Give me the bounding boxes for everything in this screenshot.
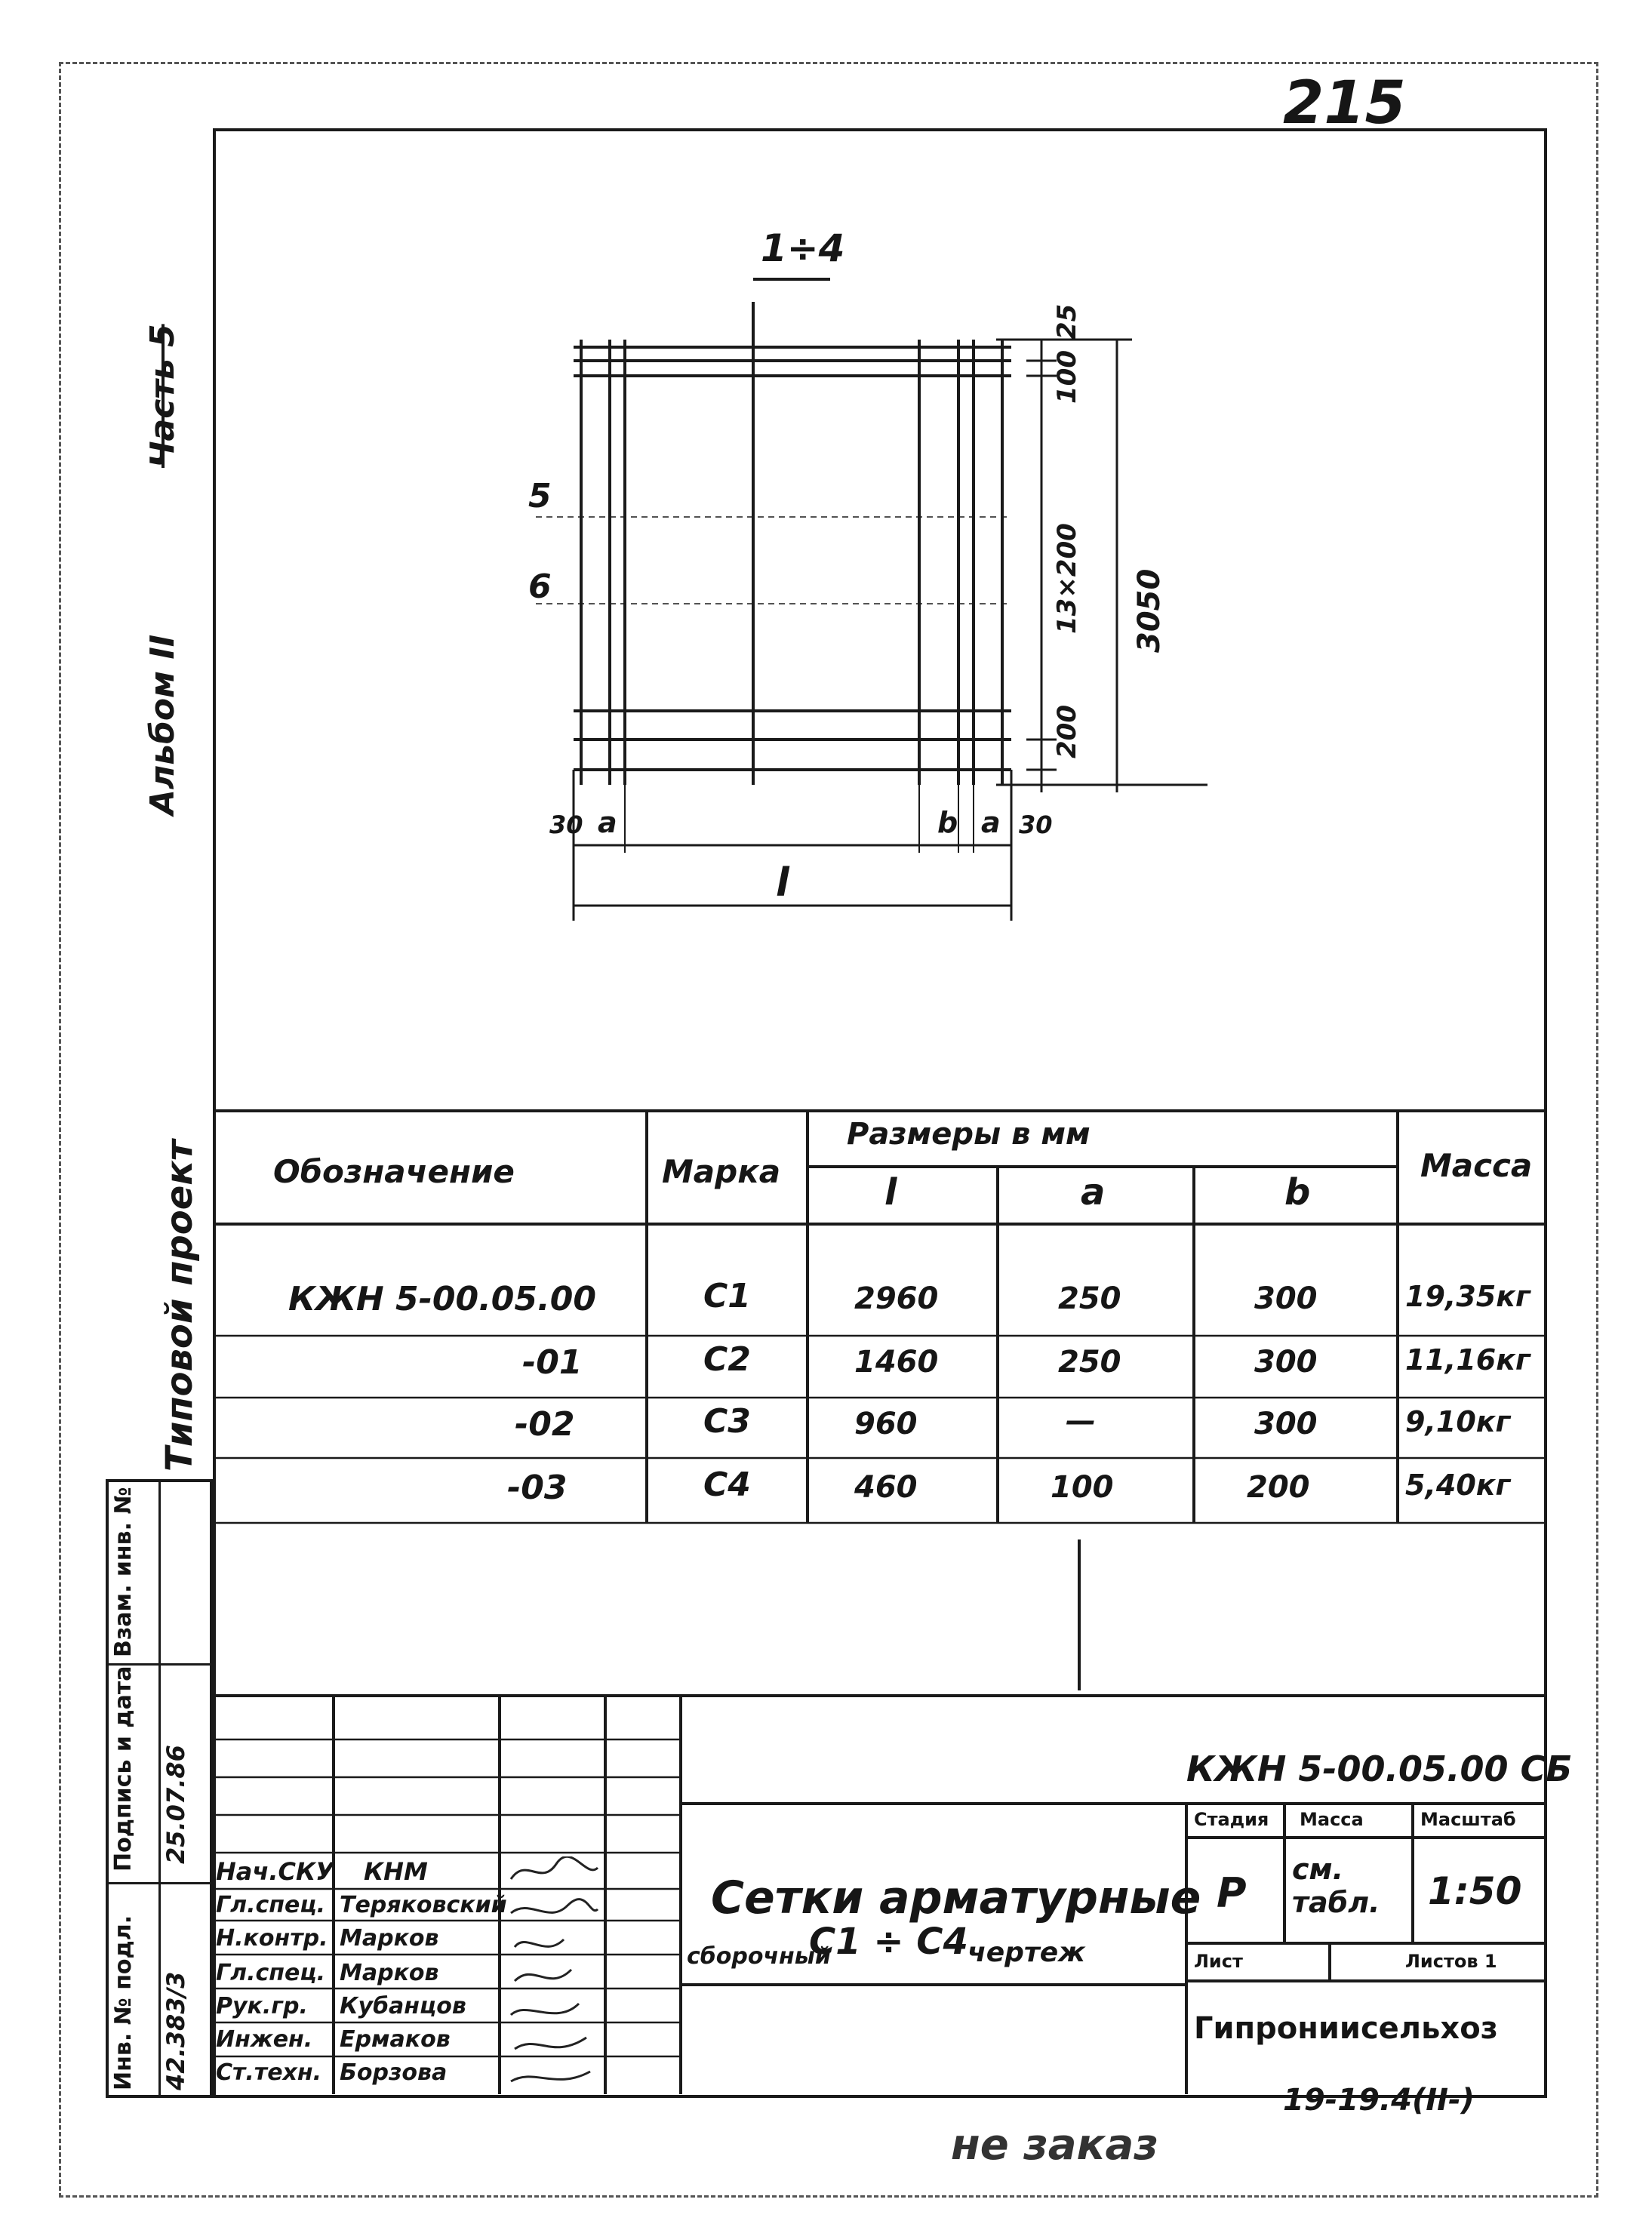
row-label-5: 5: [528, 477, 552, 515]
sig-name-4: Марков: [340, 1960, 439, 1986]
stage-value: Р: [1217, 1869, 1247, 1917]
title-block: [213, 1694, 1573, 2098]
sig-role-5: Рук.гр.: [216, 1993, 308, 2019]
row3-designation: -02: [515, 1405, 575, 1444]
type-project-stamp: Типовой проект: [158, 1140, 201, 1472]
sig-role-7: Ст.техн.: [216, 2059, 322, 2086]
dim-a-right: a: [981, 806, 1001, 839]
sheets-label: Листов 1: [1405, 1951, 1497, 1972]
title-line-2-range: С1 ÷ С4: [809, 1921, 968, 1963]
sig-name-2: Теряковский: [340, 1892, 507, 1918]
header-col-l: l: [884, 1171, 897, 1213]
document-code: КЖН 5-00.05.00 СБ: [1186, 1749, 1573, 1789]
title-line-2-suffix: чертеж: [968, 1937, 1086, 1968]
sig-name-1: КНМ: [364, 1857, 428, 1886]
sign-date-label: Подпись и дата: [110, 1666, 137, 1872]
bottom-code: 19-19.4(II-): [1283, 2083, 1475, 2118]
mass-value: см. табл.: [1292, 1853, 1380, 1919]
mesh-drawing: [468, 241, 1298, 936]
dim-a-left: a: [598, 806, 617, 839]
dim-middle: 13×200: [1052, 523, 1082, 634]
scale-label: Масштаб: [1420, 1809, 1516, 1830]
mass-label: Масса: [1300, 1809, 1364, 1830]
stage-label: Стадия: [1194, 1809, 1269, 1830]
dim-length: l: [776, 860, 789, 906]
row3-a: —: [1066, 1404, 1096, 1438]
inv-value: 42.383/3: [162, 1971, 190, 2090]
row3-b: 300: [1254, 1407, 1318, 1441]
title-line-1: Сетки арматурные: [711, 1872, 1201, 1924]
range-label: 1÷4: [761, 226, 845, 270]
header-sizes: Размеры в мм: [847, 1117, 1091, 1152]
row1-b: 300: [1254, 1281, 1318, 1316]
inv-no-label: Инв. № подл.: [110, 1915, 137, 2090]
signature-scribbles: [503, 1856, 605, 2094]
left-stamp-divider: [158, 1482, 161, 2098]
dim-100: 100: [1052, 350, 1082, 404]
header-mass: Масса: [1420, 1147, 1533, 1184]
dim-30-left: 30: [549, 810, 583, 839]
row1-l: 2960: [854, 1281, 939, 1316]
dim-b: b: [937, 806, 958, 839]
title-line-2-prefix: сборочный: [687, 1943, 831, 1970]
row3-mass: 9,10кг: [1405, 1405, 1511, 1438]
row2-b: 300: [1254, 1345, 1318, 1380]
sig-role-4: Гл.спец.: [216, 1960, 325, 1986]
row2-mass: 11,16кг: [1405, 1343, 1530, 1376]
sig-name-3: Марков: [340, 1925, 439, 1952]
header-col-b: b: [1284, 1171, 1311, 1213]
dim-30-right: 30: [1019, 810, 1053, 839]
scale-value: 1:50: [1428, 1869, 1522, 1913]
sig-name-6: Ермаков: [340, 2026, 451, 2053]
row4-mass: 5,40кг: [1405, 1469, 1511, 1502]
row3-l: 960: [854, 1407, 918, 1441]
sig-role-3: Н.контр.: [216, 1925, 328, 1952]
row2-designation: -01: [522, 1343, 583, 1382]
sig-name-5: Кубанцов: [340, 1993, 466, 2019]
dim-200: 200: [1052, 705, 1082, 758]
row1-designation: КЖН 5-00.05.00: [288, 1280, 596, 1318]
row2-a: 250: [1058, 1345, 1121, 1380]
row4-designation: -03: [507, 1469, 568, 1507]
row4-a: 100: [1051, 1470, 1114, 1505]
album-stamp: Альбом II: [143, 634, 182, 815]
row3-mark: С3: [703, 1402, 751, 1441]
row4-l: 460: [854, 1470, 918, 1505]
leader-line: [1078, 1539, 1081, 1690]
organization: Гипрониисельхоз: [1194, 2011, 1498, 2046]
row1-mark: С1: [703, 1277, 751, 1315]
sig-role-2: Гл.спец.: [216, 1892, 325, 1918]
left-stamp-rule-2: [109, 1882, 210, 1884]
sig-name-7: Борзова: [340, 2059, 448, 2086]
series-marker: Часть 5: [143, 324, 182, 468]
row4-b: 200: [1247, 1470, 1310, 1505]
sig-role-6: Инжен.: [216, 2026, 313, 2053]
row2-l: 1460: [854, 1345, 939, 1380]
header-designation: Обозначение: [273, 1153, 515, 1190]
sig-role-1: Нач.СКУ: [216, 1857, 334, 1886]
row4-mark: С4: [703, 1466, 751, 1504]
date-value: 25.07.86: [162, 1745, 190, 1864]
dim-top: 25: [1052, 303, 1082, 340]
page-number: 215: [1283, 69, 1406, 137]
header-mark: Марка: [662, 1153, 781, 1190]
dim-height: 3050: [1132, 568, 1167, 653]
row1-a: 250: [1058, 1281, 1121, 1316]
row1-mass: 19,35кг: [1405, 1280, 1530, 1313]
replace-inv-label: Взам. инв. №: [110, 1487, 137, 1657]
sheet-label: Лист: [1194, 1951, 1243, 1972]
row-label-6: 6: [528, 567, 552, 606]
bottom-handwriting: не заказ: [951, 2121, 1158, 2170]
header-col-a: a: [1081, 1171, 1106, 1213]
row2-mark: С2: [703, 1340, 751, 1379]
